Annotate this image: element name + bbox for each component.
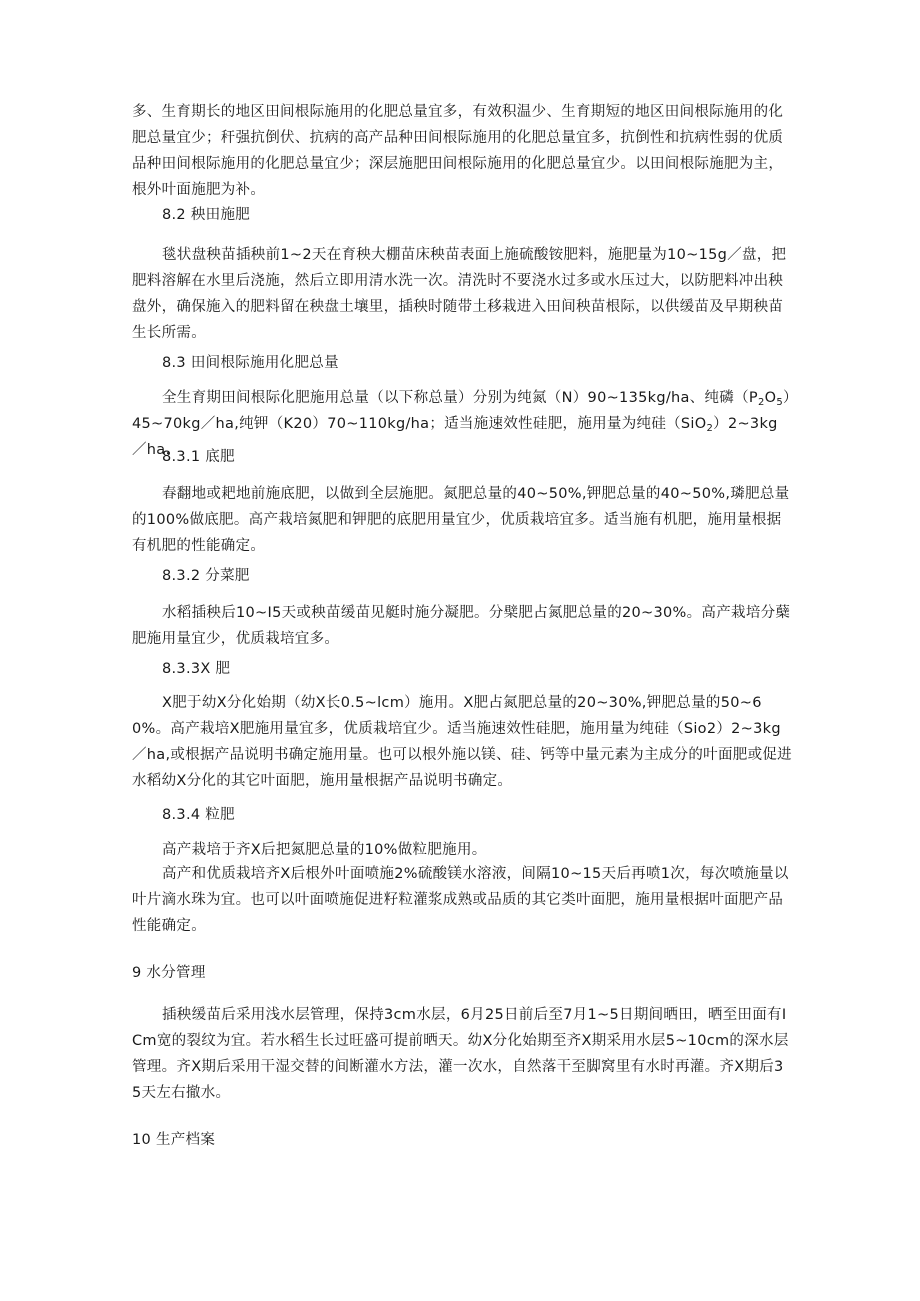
- intro-paragraph: 多、生育期长的地区田间根际施用的化肥总量宜多，有效积温少、生育期短的地区田间根际施用的化肥总量宜少；秆强抗倒伏、抗病的高产品种田间根际施用的化肥总量宜多，抗倒性和抗病性弱的优质品种田间根际施用的化肥总量宜少；深层施肥田间根际施用的化肥总量宜少。以田间根际施肥为主，根外叶面施肥为补。: [132, 104, 784, 198]
- section-8-3-paragraph: 全生育期田间根际化肥施用总量（以下称总量）分别为纯氮（N）90~135kg/ha、纯磷$(P_2O_5)45\sim 70kg/ha$,纯钾（K20）70~110kg/ha；适当施速效性硅肥，施用量为纯硅（SiO$_2$）2~3kg／ha.: [132, 390, 791, 458]
- section-9-heading: 9 水分管理: [132, 965, 206, 981]
- section-8-3-4-paragraph-2: 高产和优质栽培齐X后根外叶面喷施2%硫酸镁水溶液，间隔10~15天后再喷1次，每次喷施量以叶片滴水珠为宜。也可以叶面喷施促进籽粒灌浆成熟或品质的其它类叶面肥，施用量根据叶面肥产品性能确定。: [132, 866, 789, 934]
- section-8-3-3-paragraph: X肥于幼X分化始期（幼X长0.5~lcm）施用。X肥占氮肥总量的20~30%,钾肥总量的50~60%。高产栽培X肥施用量宜多，优质栽培宜少。适当施速效性硅肥，施用量为纯硅（Sio2）2~3kg／ha,或根据产品说明书确定施用量。也可以根外施以镁、硅、钙等中量元素为主成分的叶面肥或促进水稻幼X分化的其它叶面肥，施用量根据产品说明书确定。: [132, 695, 792, 789]
- section-8-3-1-heading: 8.3.1 底肥: [162, 449, 235, 465]
- section-8-3-4-heading: 8.3.4 粒肥: [162, 807, 235, 823]
- section-8-3-2-paragraph: 水稻插秧后10~I5天或秧苗缓苗见艇时施分凝肥。分檗肥占氮肥总量的20~30%。高产栽培分蘖肥施用量宜少，优质栽培宜多。: [132, 605, 791, 647]
- section-8-3-3-heading: 8.3.3X 肥: [162, 661, 231, 677]
- section-8-2-paragraph: 毯状盘秧苗插秧前1~2天在育秧大棚苗床秧苗表面上施硫酸铵肥料，施肥量为10~15g／盘，把肥料溶解在水里后浇施，然后立即用清水洗一次。清洗时不要浇水过多或水压过大，以防肥料冲出秧盘外，确保施入的肥料留在秧盘土壤里，插秧时随带土移栽进入田间秧苗根际，以供缓苗及早期秧苗生长所需。: [132, 247, 787, 341]
- section-9-paragraph: 插秧缓苗后采用浅水层管理，保持3cm水层，6月25日前后至7月1~5日期间晒田，晒至田面有ICm宽的裂纹为宜。若水稻生长过旺盛可提前晒天。幼X分化始期至齐X期采用水层5~10cm的深水层管理。齐X期后采用干湿交替的间断灌水方法，灌一次水，自然落干至脚窝里有水时再灌。齐X期后35天左右撤水。: [132, 1007, 789, 1101]
- section-8-3-4-paragraph-1: 高产栽培于齐X后把氮肥总量的10%做粒肥施用。: [162, 842, 487, 858]
- section-8-2-heading: 8.2 秧田施肥: [162, 207, 251, 223]
- section-8-3-2-heading: 8.3.2 分菜肥: [162, 568, 250, 584]
- section-8-3-heading: 8.3 田间根际施用化肥总量: [162, 355, 339, 371]
- section-8-3-1-paragraph: 春翻地或耙地前施底肥，以做到全层施肥。氮肥总量的40~50%,钾肥总量的40~50%,璘肥总量的100%做底肥。高产栽培氮肥和钾肥的底肥用量宜少，优质栽培宜多。适当施有机肥，施用量根据有机肥的性能确定。: [132, 486, 790, 554]
- section-10-heading: 10 生产档案: [132, 1132, 216, 1148]
